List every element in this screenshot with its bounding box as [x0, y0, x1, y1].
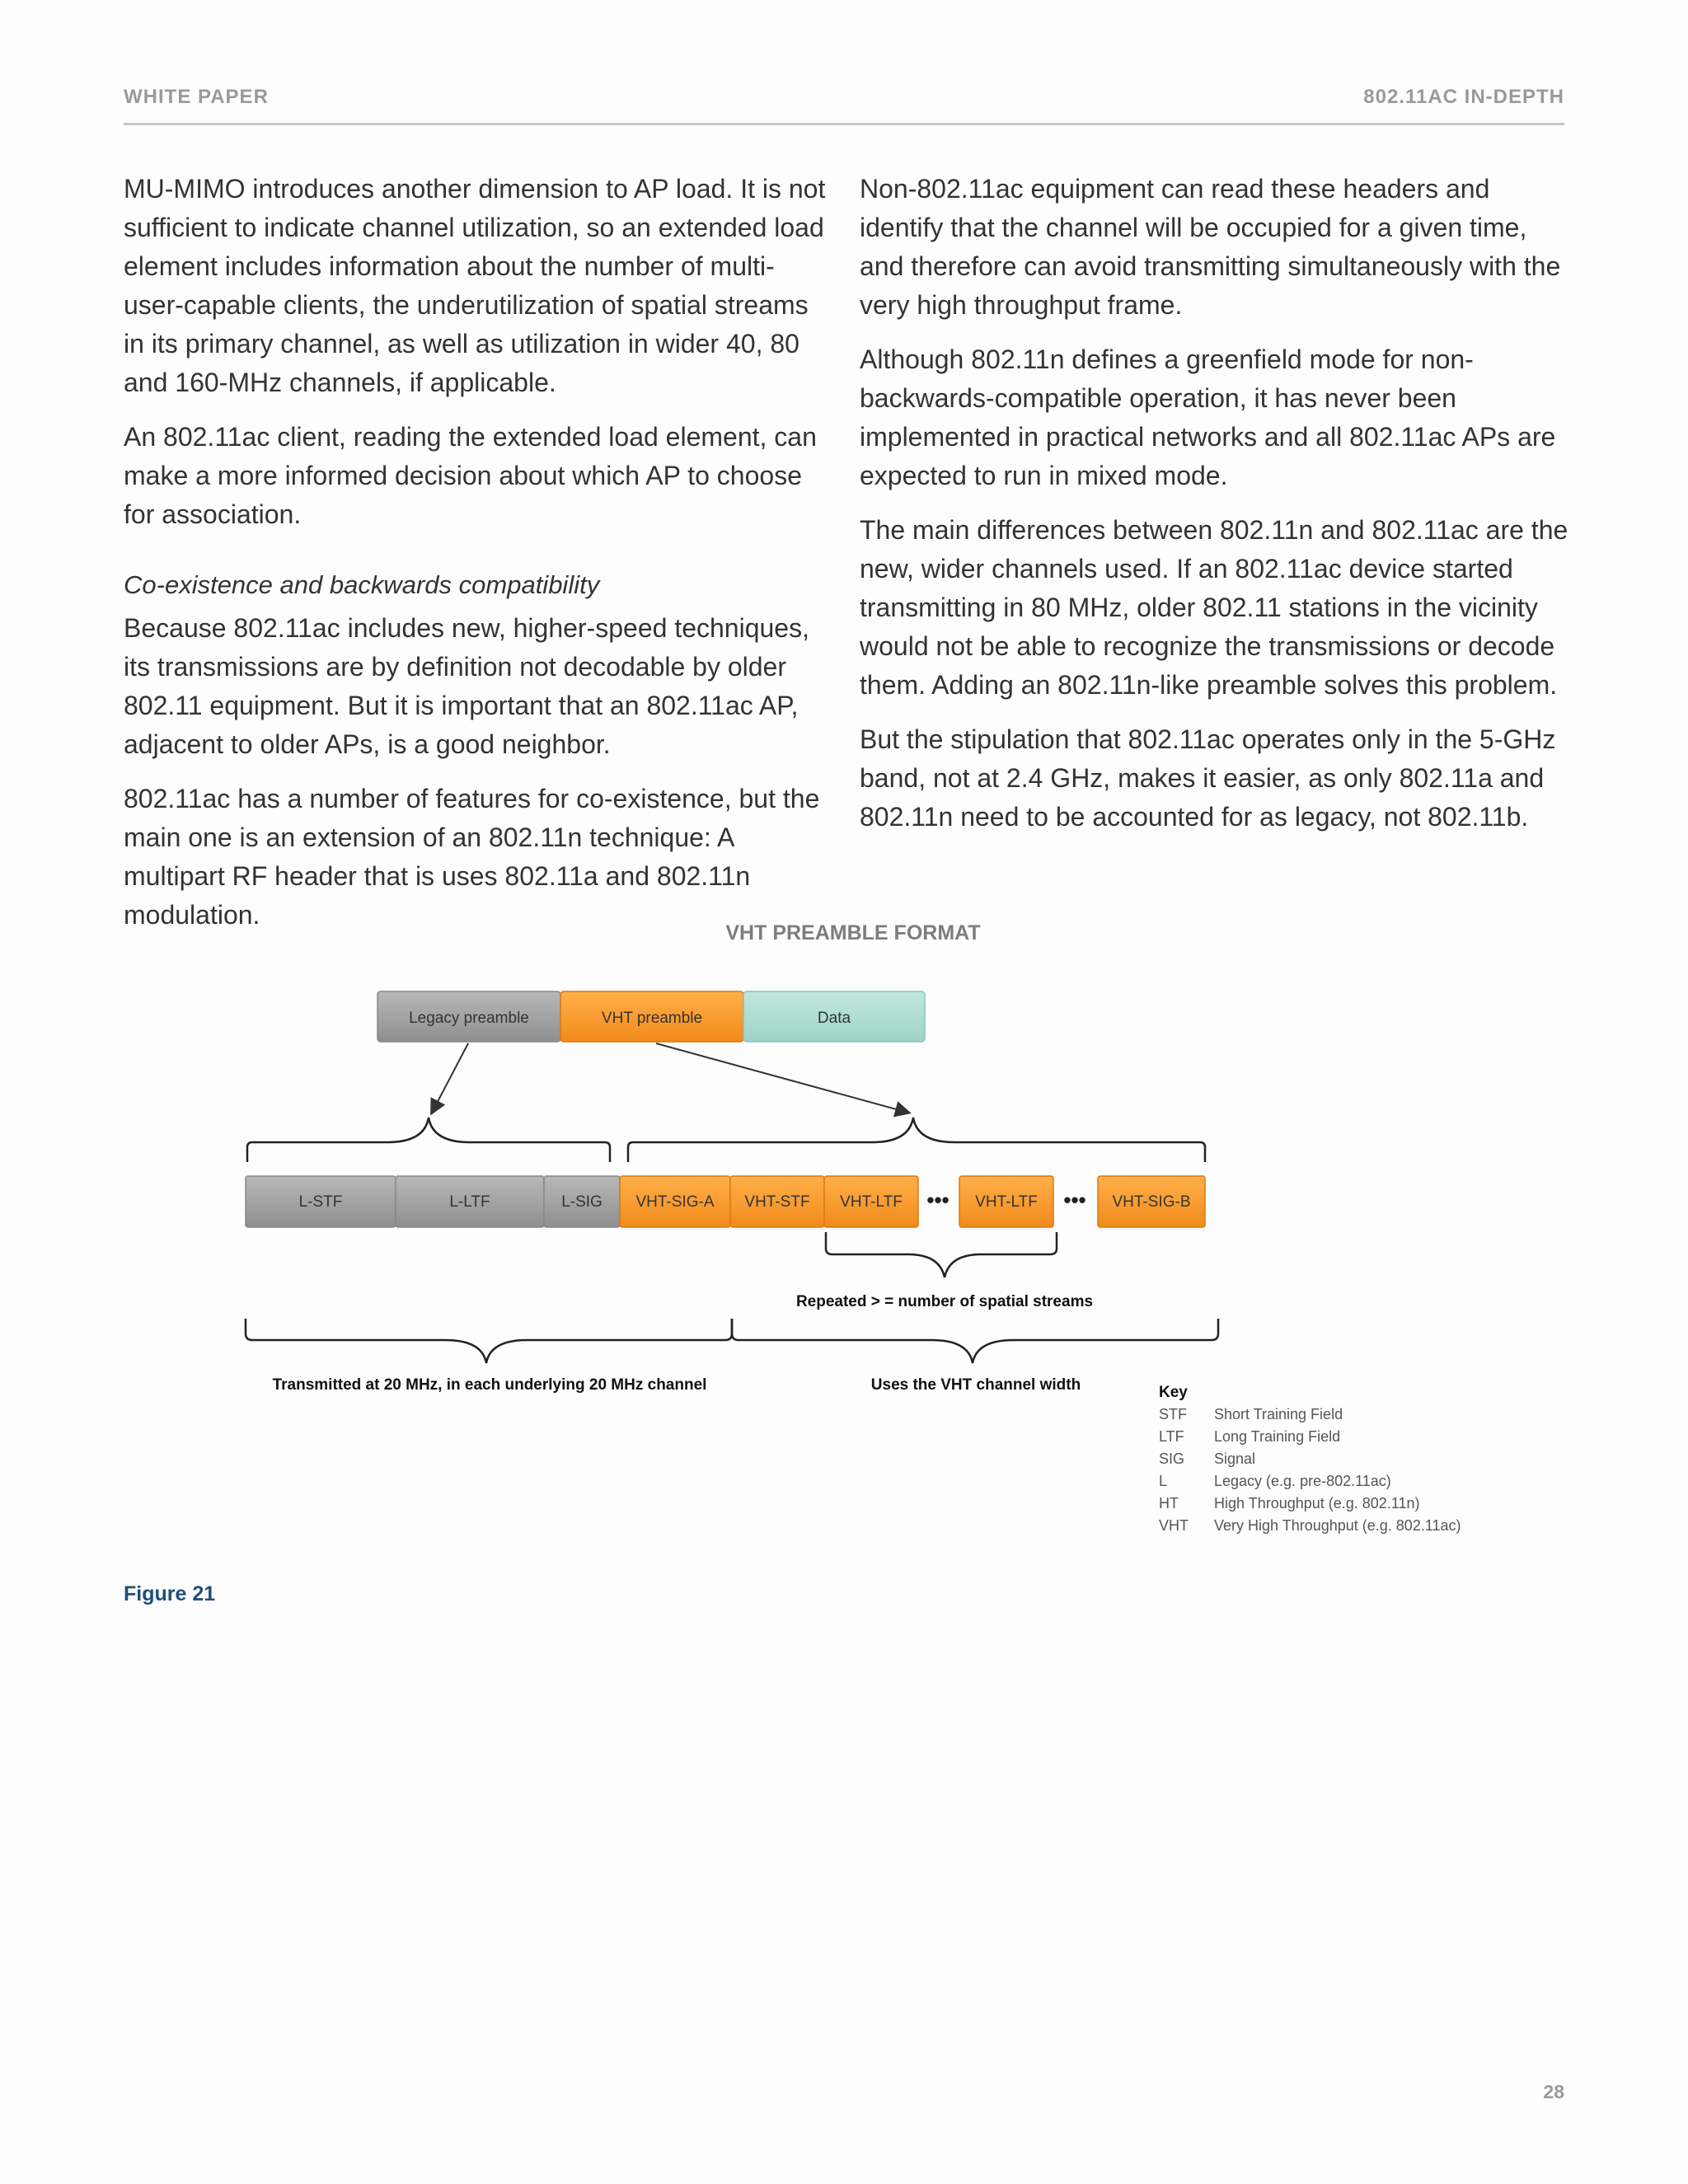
key-abbr: LTF	[1159, 1428, 1184, 1445]
vht-ltf-label: VHT-LTF	[840, 1193, 903, 1211]
figure-title: VHT PREAMBLE FORMAT	[725, 921, 981, 944]
vht-sig-a-field	[620, 1176, 730, 1227]
paragraph: 802.11ac has a number of features for co-existence, but the main one is an extension of an 802.11n technique: A multipart RF header that is uses 802.11a and 802.11n modulation.	[124, 784, 820, 930]
key-abbr: VHT	[1159, 1517, 1189, 1534]
key-desc: Long Training Field	[1214, 1428, 1341, 1445]
key-abbr: STF	[1159, 1406, 1187, 1422]
paragraph: MU-MIMO introduces another dimension to AP load. It is not sufficient to indicate channel utilization, so an extended load element includes information about the number of multi-user-capable clients, the underutilization of spatial streams in its primary channel, as well as utilization in wider 40, 80 and 160-MHz channels, if applicable.	[124, 174, 826, 397]
page-number: 28	[1543, 2081, 1564, 2102]
key-desc: Legacy (e.g. pre-802.11ac)	[1214, 1473, 1391, 1489]
data-block	[743, 991, 925, 1042]
key-desc: Very High Throughput (e.g. 802.11ac)	[1214, 1517, 1461, 1534]
vht-width-label: Uses the VHT channel width	[870, 1376, 1081, 1394]
header-label-right: 802.11AC IN-DEPTH	[1363, 86, 1564, 108]
l-ltf-field	[396, 1176, 544, 1227]
vht-ltf-field	[824, 1176, 918, 1227]
vht-width-brace	[732, 1319, 1218, 1363]
l-stf-label: L-STF	[298, 1193, 343, 1211]
repeated-label: Repeated > = number of spatial streams	[795, 1293, 1094, 1310]
vht-sig-b-label: VHT-SIG-B	[1112, 1193, 1191, 1211]
ellipsis: •••	[1063, 1188, 1086, 1212]
legacy-brace	[247, 1118, 610, 1162]
transmitted-brace	[246, 1319, 732, 1363]
vht-stf-label: VHT-STF	[744, 1193, 810, 1211]
paragraph: An 802.11ac client, reading the extended load element, can make a more informed decision about which AP to choose for association.	[124, 422, 817, 529]
transmitted-label: Transmitted at 20 MHz, in each underlying 20 MHz channel	[272, 1376, 707, 1394]
vht-sig-b-field	[1098, 1176, 1205, 1227]
paragraph: Non-802.11ac equipment can read these headers and identify that the channel will be occupied for a given time, and therefore can avoid transmitting simultaneously with the very high throughput frame.	[860, 174, 1561, 320]
key-desc: High Throughput (e.g. 802.11n)	[1214, 1495, 1420, 1511]
legacy-preamble-label: Legacy preamble	[409, 1010, 529, 1027]
vht-brace	[628, 1118, 1205, 1162]
paragraph: Because 802.11ac includes new, higher-speed techniques, its transmissions are by definition not decodable by older 802.11 equipment. But it is important that an 802.11ac AP, adjacent to older APs, is a good neighbor.	[124, 613, 809, 759]
vht-stf-field	[730, 1176, 824, 1227]
key-desc: Short Training Field	[1214, 1406, 1343, 1422]
l-sig-label: L-SIG	[561, 1193, 603, 1211]
vht-ltf-field	[959, 1176, 1053, 1227]
ellipsis: •••	[926, 1188, 950, 1212]
key-abbr: SIG	[1159, 1451, 1185, 1467]
paragraph: But the stipulation that 802.11ac operates only in the 5-GHz band, not at 2.4 GHz, makes it easier, as only 802.11a and 802.11n need to be accounted for as legacy, not 802.11b.	[860, 724, 1556, 832]
legacy-arrow	[432, 1043, 468, 1113]
vht-sig-a-label: VHT-SIG-A	[635, 1193, 715, 1211]
l-sig-field	[544, 1176, 620, 1227]
key-abbr: L	[1159, 1473, 1168, 1489]
data-label: Data	[817, 1010, 851, 1027]
vht-preamble-block	[560, 991, 743, 1042]
l-ltf-label: L-LTF	[449, 1193, 490, 1211]
vht-ltf-label: VHT-LTF	[975, 1193, 1038, 1211]
paragraph: The main differences between 802.11n and 802.11ac are the new, wider channels used. If an 802.11ac device started transmitting in 80 MHz, older 802.11 stations in the vicinity would not be able to recognize the transmissions or decode them. Adding an 802.11n-like preamble solves this problem.	[860, 515, 1568, 700]
key-desc: Signal	[1214, 1451, 1256, 1467]
vht-arrow	[656, 1043, 908, 1113]
section-subheading: Co-existence and backwards compatibility	[124, 570, 600, 599]
key-abbr: HT	[1159, 1495, 1179, 1511]
repeated-brace	[826, 1232, 1057, 1277]
figure-key	[1159, 1384, 1461, 1534]
legacy-preamble-block	[377, 991, 560, 1042]
vht-preamble-label: VHT preamble	[601, 1010, 703, 1027]
figure-caption: Figure 21	[124, 1582, 216, 1605]
l-stf-field	[246, 1176, 396, 1227]
paragraph: Although 802.11n defines a greenfield mode for non-backwards-compatible operation, it has never been implemented in practical networks and all 802.11ac APs are expected to run in mixed mode.	[860, 344, 1556, 490]
header-label-left: WHITE PAPER	[124, 86, 269, 108]
key-title: Key	[1159, 1384, 1188, 1401]
